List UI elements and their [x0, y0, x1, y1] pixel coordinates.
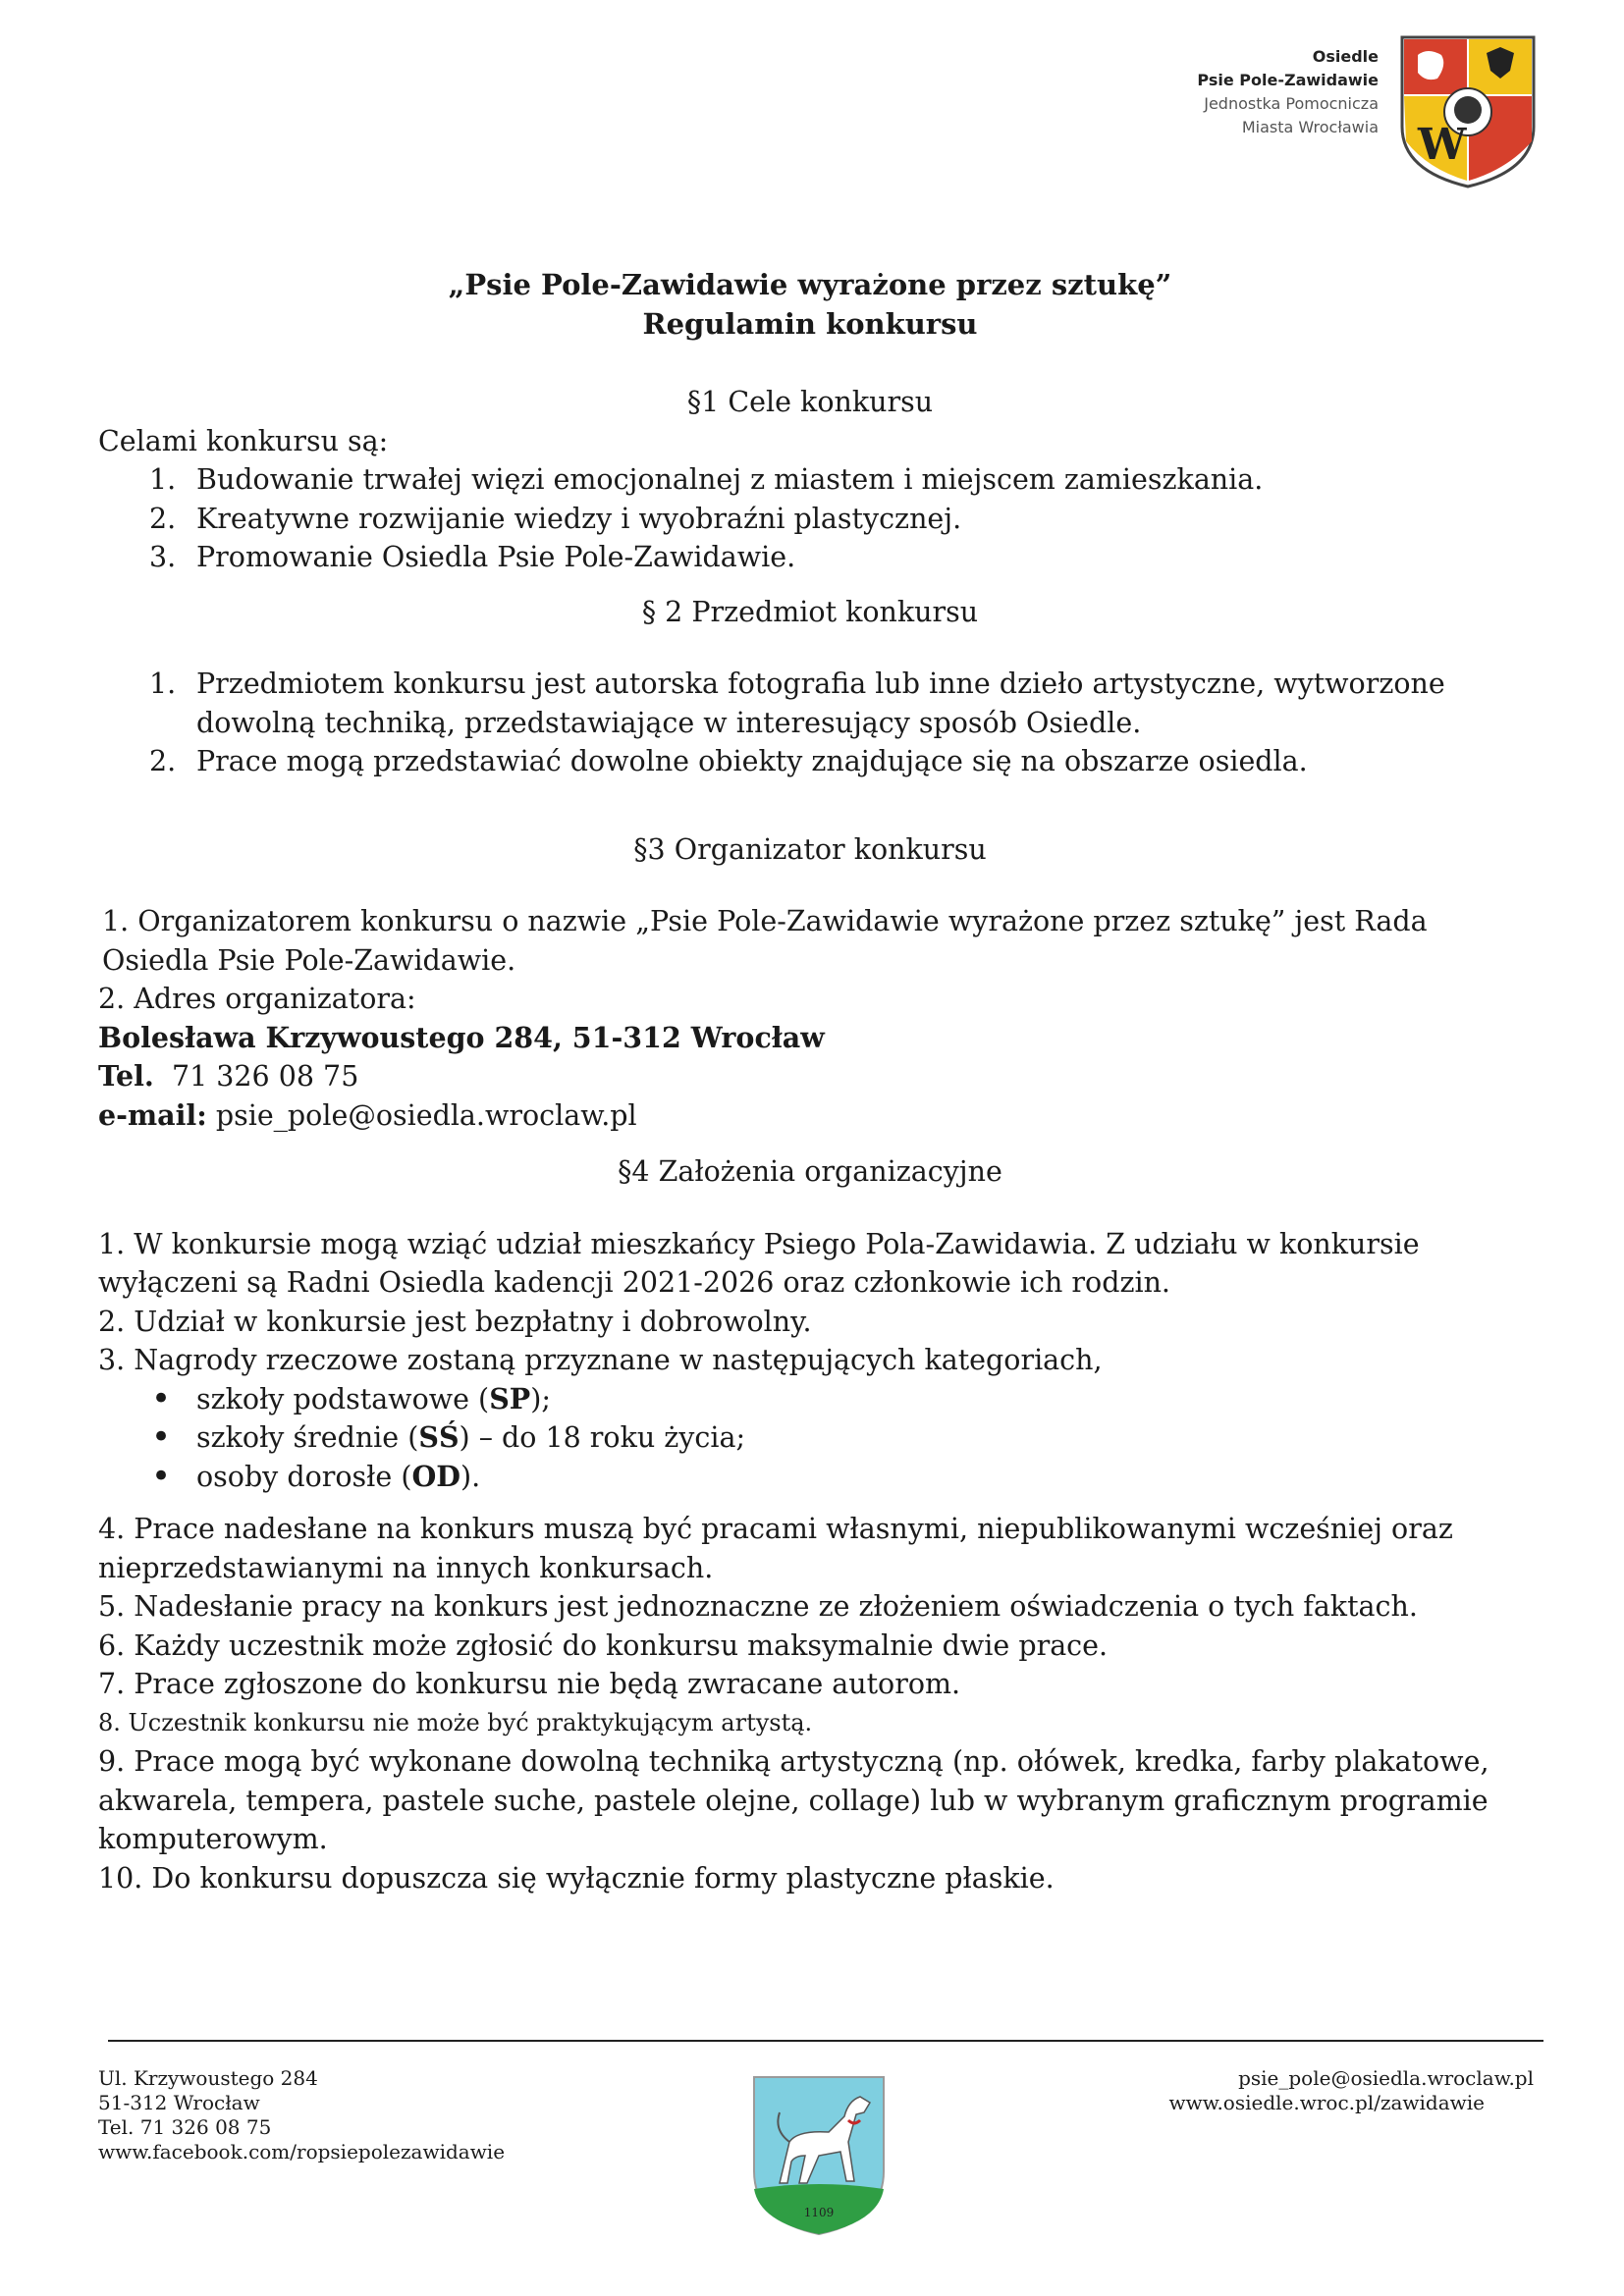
org-name-line3: Jednostka Pomocnicza [1204, 94, 1379, 113]
category-text: szkoły podstawowe ( [196, 1382, 490, 1415]
item-text: Kreatywne rozwijanie wiedzy i wyobraźni plastycznej. [196, 502, 962, 535]
organizer-address: Bolesława Krzywoustego 284, 51-312 Wrocław [98, 1020, 825, 1054]
section1-list [98, 460, 1522, 577]
category-text: osoby dorosłe ( [196, 1460, 412, 1493]
list-item [98, 1458, 1522, 1497]
list-item [98, 500, 1522, 539]
item-number: 3. [149, 541, 177, 573]
section4-paragraph1: 1. W konkursie mogą wziąć udział mieszkańcy Psiego Pola-Zawidawia. Z udziału w konkursie wyłączeni są Radni Osiedla kadencji 2021-2026 oraz członkowie ich rodzin. [98, 1227, 1420, 1299]
footer-postal: 51-312 Wrocław [98, 2091, 260, 2114]
crest-year: 1109 [803, 2206, 835, 2219]
email-label: e-mail: [98, 1097, 207, 1132]
footer-street: Ul. Krzywoustego 284 [98, 2066, 318, 2090]
section4-paragraph8: 8. Uczestnik konkursu nie może być praktykującym artystą. [98, 1708, 813, 1736]
category-text: ); [530, 1382, 551, 1415]
section4-paragraph7: 7. Prace zgłoszone do konkursu nie będą zwracane autorom. [98, 1668, 961, 1700]
phone-value: 71 326 08 75 [171, 1060, 359, 1093]
section4-paragraph6: 6. Każdy uczestnik może zgłosić do konkursu maksymalnie dwie prace. [98, 1629, 1109, 1662]
category-code: SŚ [418, 1420, 460, 1454]
organizer-phone [98, 1057, 1522, 1096]
list-item [98, 538, 1522, 577]
organization-header [1197, 45, 1379, 139]
item-number: 2. [149, 745, 177, 777]
document-title [98, 265, 1522, 344]
section4-paragraph4: 4. Prace nadesłane na konkurs muszą być pracami własnymi, niepublikowanymi wcześniej oraz nieprzedstawianymi na innych konkursach. [98, 1513, 1453, 1584]
section3-paragraph1: 1. Organizatorem konkursu o nazwie „Psie Pole-Zawidawie wyrażone przez sztukę” jest Rada Osiedla Psie Pole-Zawidawie. [102, 905, 1428, 977]
list-item [98, 665, 1522, 742]
item-number: 2. [149, 502, 177, 535]
email-value: psie_pole@osiedla.wroclaw.pl [215, 1098, 637, 1132]
section2-list [98, 665, 1522, 781]
category-code: SP [489, 1381, 531, 1415]
section4-heading: §4 Założenia organizacyjne [618, 1155, 1002, 1188]
footer-email-link[interactable]: psie_pole@osiedla.wroclaw.pl [1238, 2066, 1534, 2090]
psie-pole-coat-of-arms-icon [750, 2073, 888, 2238]
svg-text:W: W [1418, 120, 1467, 170]
item-text: Budowanie trwałej więzi emocjonalnej z miastem i miejscem zamieszkania. [196, 463, 1264, 496]
category-text: ). [460, 1460, 481, 1493]
footer-phone: Tel. 71 326 08 75 [98, 2115, 272, 2139]
section4-paragraph9: 9. Prace mogą być wykonane dowolną techniką artystyczną (np. ołówek, kredka, farby plakatowe, akwarela, tempera, pastele suche, pastele olejne, collage) lub w wybranym graficznym programie komputerowym. [98, 1745, 1489, 1855]
section4-paragraph3: 3. Nagrody rzeczowe zostaną przyznane w następujących kategoriach, [98, 1344, 1103, 1376]
wroclaw-coat-of-arms-icon [1398, 33, 1538, 190]
prize-categories-list [98, 1380, 1522, 1497]
item-number: 1. [149, 463, 177, 496]
footer-website-link[interactable]: www.osiedle.wroc.pl/zawidawie [1168, 2091, 1485, 2114]
section3-paragraph2: 2. Adres organizatora: [98, 983, 416, 1015]
section1-intro: Celami konkursu są: [98, 424, 389, 457]
item-text: Prace mogą przedstawiać dowolne obiekty znajdujące się na obszarze osiedla. [196, 745, 1308, 777]
footer-contact-left [98, 2066, 505, 2164]
title-line2: Regulamin konkursu [642, 307, 978, 341]
category-text: szkoły średnie ( [196, 1421, 419, 1454]
category-code: OD [411, 1459, 460, 1493]
section3-heading: §3 Organizator konkursu [633, 832, 987, 866]
list-item [98, 460, 1522, 500]
regulations-document [98, 265, 1522, 1897]
organizer-email [98, 1096, 1522, 1136]
item-text: Promowanie Osiedla Psie Pole-Zawidawie. [196, 541, 796, 573]
footer-contact-right [1168, 2066, 1534, 2115]
item-number: 1. [149, 667, 177, 700]
section1-heading: §1 Cele konkursu [686, 386, 934, 418]
title-line1: „Psie Pole-Zawidawie wyrażone przez sztukę” [448, 268, 1172, 301]
section4-paragraph2: 2. Udział w konkursie jest bezpłatny i dobrowolny. [98, 1305, 812, 1338]
org-name-line1: Osiedle [1312, 47, 1379, 66]
section2-heading: § 2 Przedmiot konkursu [641, 595, 979, 628]
phone-label: Tel. [98, 1059, 154, 1093]
org-name-line4: Miasta Wrocławia [1241, 118, 1379, 136]
footer-facebook-link[interactable]: www.facebook.com/ropsiepolezawidawie [98, 2140, 506, 2163]
org-name-line2: Psie Pole-Zawidawie [1197, 71, 1379, 89]
section4-paragraph5: 5. Nadesłanie pracy na konkurs jest jednoznaczne ze złożeniem oświadczenia o tych faktach. [98, 1590, 1418, 1623]
category-text: ) – do 18 roku życia; [459, 1421, 746, 1454]
footer-divider [108, 2040, 1543, 2042]
list-item [98, 742, 1522, 781]
section4-paragraph10: 10. Do konkursu dopuszcza się wyłącznie formy plastyczne płaskie. [98, 1861, 1055, 1895]
list-item [98, 1380, 1522, 1419]
item-text: Przedmiotem konkursu jest autorska fotografia lub inne dzieło artystyczne, wytworzone dowolną techniką, przedstawiające w interesujący sposób Osiedle. [196, 667, 1445, 739]
list-item [98, 1418, 1522, 1458]
